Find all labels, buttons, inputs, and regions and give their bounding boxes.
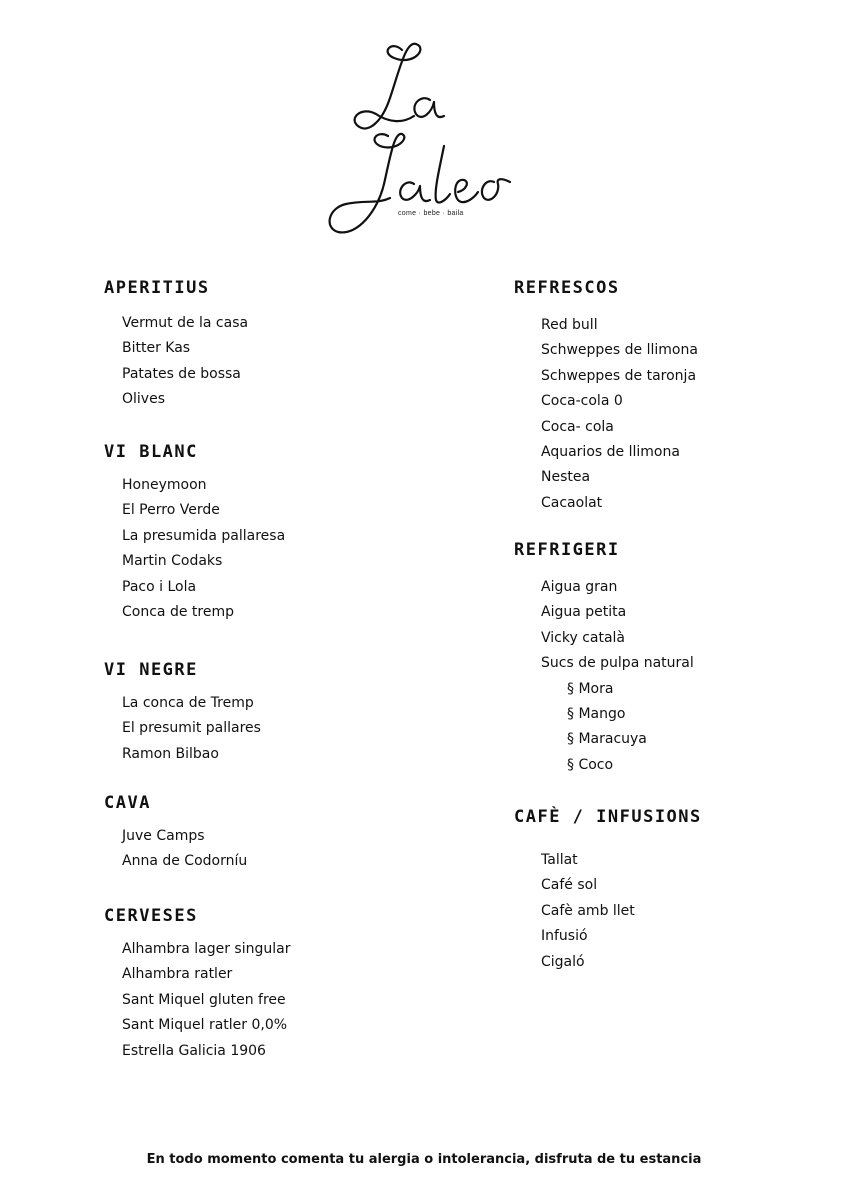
menu-subitem: § Coco (567, 756, 614, 773)
menu-subitem: § Mora (567, 680, 614, 697)
section-title: CAFÈ / INFUSIONS (514, 807, 702, 827)
section-cava (104, 792, 247, 875)
menu-item: Cafè amb llet (541, 902, 635, 919)
menu-item: Aquarios de llimona (541, 443, 680, 460)
menu-item: La conca de Tremp (122, 695, 254, 711)
allergy-footer-note: En todo momento comenta tu alergia o intolerancia, disfruta de tu estancia (146, 1152, 702, 1167)
menu-item: Anna de Codorníu (122, 853, 248, 870)
section-refrigeri (514, 539, 694, 778)
menu-item: Vermut de la casa (122, 315, 249, 331)
section-cafe-infusions (514, 806, 702, 975)
menu-item: Cigaló (541, 953, 585, 970)
menu-item: Honeymoon (122, 477, 207, 493)
menu-item: Martin Codaks (122, 553, 223, 570)
menu-item: Aigua gran (541, 579, 618, 595)
menu-item: Patates de bossa (122, 365, 241, 382)
menu-item: Coca- cola (541, 418, 614, 435)
menu-item: Alhambra ratler (122, 966, 233, 983)
menu-item: Ramon Bilbao (122, 745, 219, 762)
menu-item: Sucs de pulpa natural (541, 655, 694, 672)
menu-item: Café sol (541, 877, 598, 894)
menu-item: Tallat (541, 852, 578, 868)
section-title: VI NEGRE (104, 660, 198, 680)
section-title: REFRIGERI (514, 540, 620, 560)
section-title: CAVA (104, 793, 151, 813)
section-title: APERITIUS (104, 278, 210, 298)
menu-item: El presumit pallares (122, 720, 261, 737)
menu-item: Coca-cola 0 (541, 393, 623, 410)
menu-item: Sant Miquel ratler 0,0% (122, 1017, 288, 1034)
menu-item: Sant Miquel gluten free (122, 991, 286, 1008)
menu-item: El Perro Verde (122, 502, 220, 519)
section-vi-blanc (104, 441, 285, 625)
section-title: CERVESES (104, 906, 198, 926)
menu-item: Nestea (541, 469, 591, 486)
menu-item: Schweppes de taronja (541, 367, 697, 384)
logo-tagline: come · bebe · baila (398, 210, 464, 217)
section-title: REFRESCOS (514, 278, 620, 298)
section-aperitius (104, 277, 248, 413)
section-refrescos (514, 277, 698, 516)
menu-item: Alhambra lager singular (122, 941, 291, 957)
menu-subitem: § Mango (567, 705, 626, 722)
menu-item: Olives (122, 391, 165, 408)
menu-item: Red bull (541, 317, 598, 333)
menu-item: Conca de tremp (122, 603, 234, 620)
menu-item: Cacaolat (541, 494, 603, 511)
section-cerveses (104, 905, 290, 1064)
menu-subitem: § Maracuya (567, 731, 647, 748)
menu-item: Schweppes de llimona (541, 342, 698, 359)
menu-item: Estrella Galicia 1906 (122, 1042, 266, 1059)
menu-item: La presumida pallaresa (122, 527, 286, 544)
menu-item: Juve Camps (122, 828, 205, 844)
menu-item: Vicky català (541, 629, 626, 646)
menu-item: Infusió (541, 928, 588, 945)
menu-item: Aigua petita (541, 604, 627, 621)
section-title: VI BLANC (104, 442, 198, 462)
menu-item: Bitter Kas (122, 340, 191, 357)
section-vi-negre (104, 659, 261, 767)
menu-item: Paco i Lola (122, 578, 197, 595)
